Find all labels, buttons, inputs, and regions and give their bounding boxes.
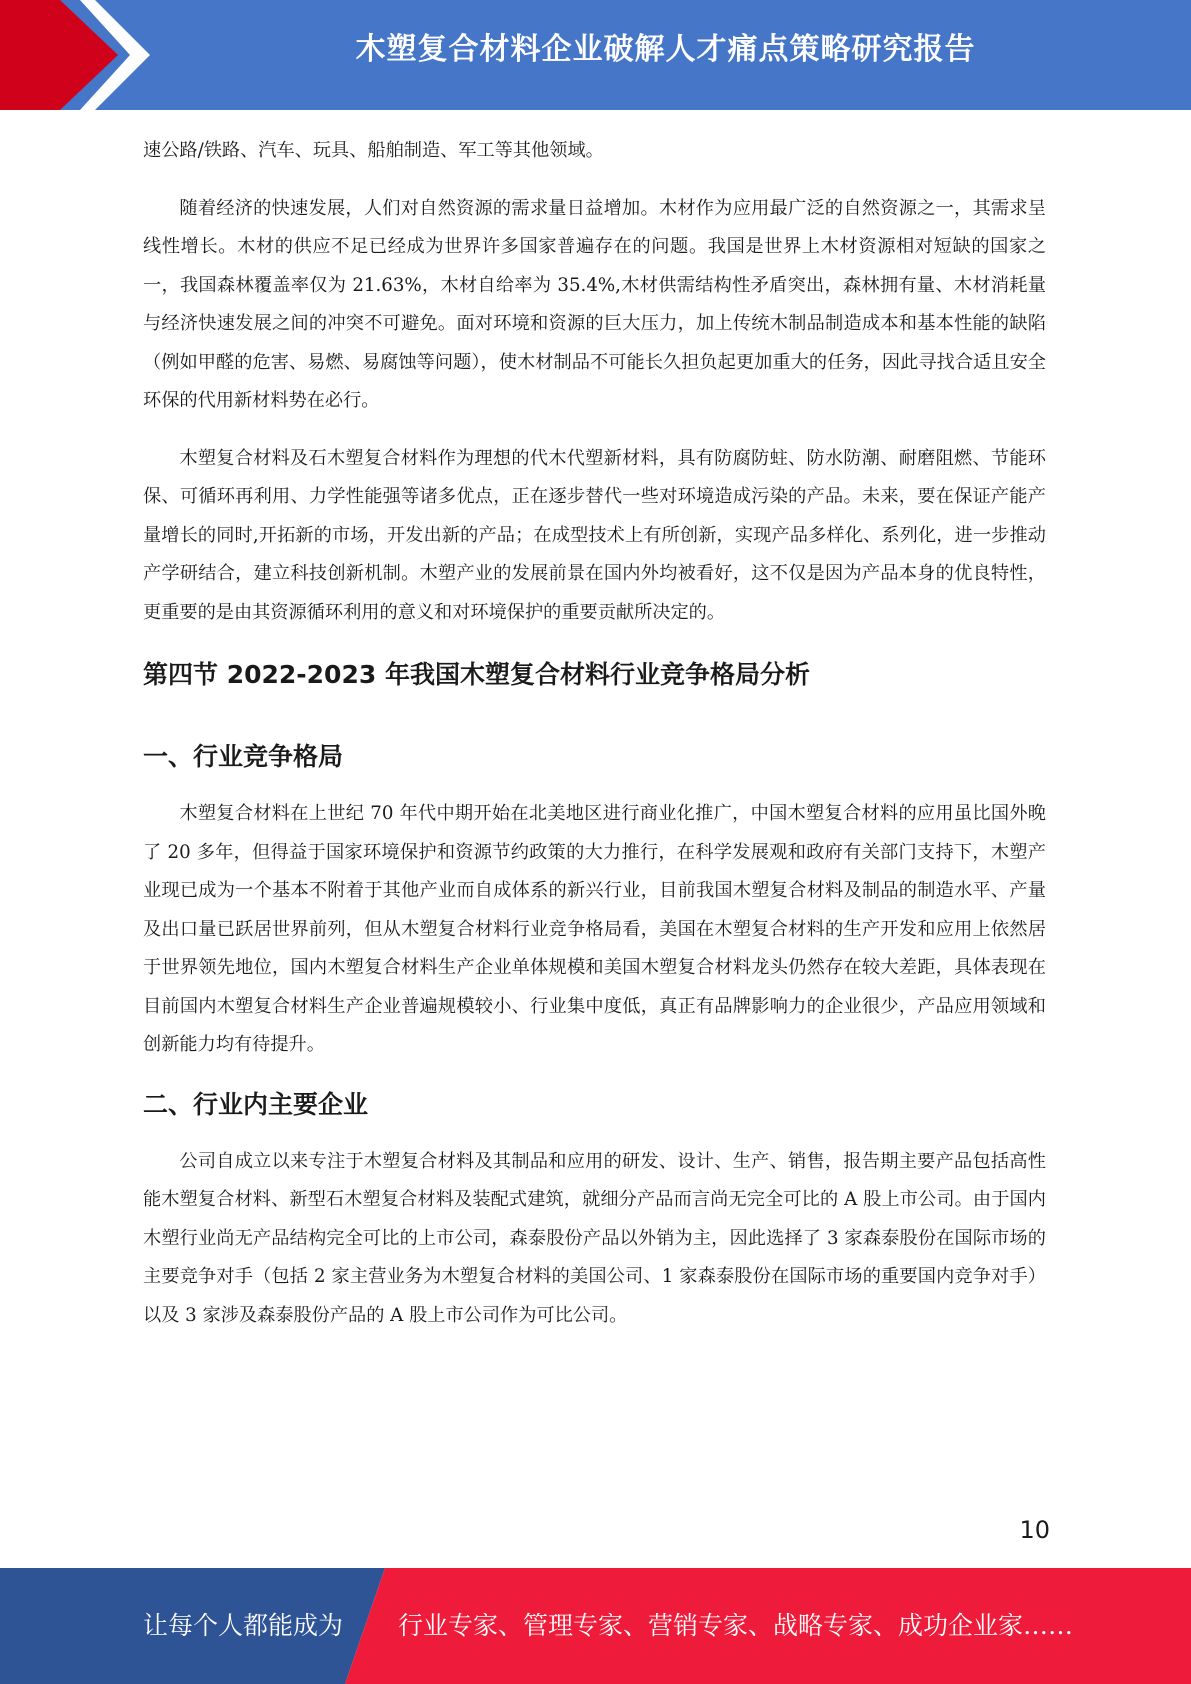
page-content xyxy=(143,132,1046,1335)
paragraph-wpc-advantages: 木塑复合材料及石木塑复合材料作为理想的代木代塑新材料，具有防腐防蛀、防水防潮、耐磨阻燃、节能环保、可循环再利用、力学性能强等诸多优点，正在逐步替代一些对环境造成污染的产品。未来，要在保证产能产量增长的同时,开拓新的市场，开发出新的产品；在成型技术上有所创新，实现产品多样化、系列化，进一步推动产学研结合，建立科技创新机制。木塑产业的发展前景在国内外均被看好，这不仅是因为产品本身的优良特性，更重要的是由其资源循环利用的意义和对环境保护的重要贡献所决定的。 xyxy=(143,447,1046,623)
subsection-title-competition: 一、行业竞争格局 xyxy=(143,742,344,771)
page-header xyxy=(0,0,1191,110)
page-number: 10 xyxy=(1019,1516,1050,1544)
paragraph-major-companies: 公司自成立以来专注于木塑复合材料及其制品和应用的研发、设计、生产、销售，报告期主要产品包括高性能木塑复合材料、新型石木塑复合材料及装配式建筑，就细分产品而言尚无完全可比的 A 股上市公司。由于国内木塑行业尚无产品结构完全可比的上市公司，森泰股份产品以外销为主，因此选择了 3 家森泰股份在国际市场的主要竞争对手（包括 2 家主营业务为木塑复合材料的美国公司、1 家森泰股份在国际市场的重要国内竞争对手）以及 3 家涉及森泰股份产品的 A 股上市公司作为可比公司。 xyxy=(143,1150,1046,1326)
page-footer xyxy=(0,1568,1191,1684)
footer-slogan-left: 让每个人都能成为 xyxy=(143,1611,344,1640)
paragraph-competition: 木塑复合材料在上世纪 70 年代中期开始在北美地区进行商业化推广，中国木塑复合材料的应用虽比国外晚了 20 多年，但得益于国家环境保护和资源节约政策的大力推行，在科学发展观和政府有关部门支持下，木塑产业现已成为一个基本不附着于其他产业而自成体系的新兴行业，目前我国木塑复合材料及制品的制造水平、产量及出口量已跃居世界前列，但从木塑复合材料行业竞争格局看，美国在木塑复合材料的生产开发和应用上依然居于世界领先地位，国内木塑复合材料生产企业单体规模和美国木塑复合材料龙头仍然存在较大差距，具体表现在目前国内木塑复合材料生产企业普遍规模较小、行业集中度低，真正有品牌影响力的企业很少，产品应用领域和创新能力均有待提升。 xyxy=(143,803,1046,1055)
header-title: 木塑复合材料企业破解人才痛点策略研究报告 xyxy=(355,32,976,67)
subsection-title-major-companies: 二、行业内主要企业 xyxy=(143,1089,369,1119)
paragraph-continuation: 速公路/铁路、汽车、玩具、船舶制造、军工等其他领域。 xyxy=(143,140,604,161)
paragraph-resource-demand: 随着经济的快速发展，人们对自然资源的需求量日益增加。木材作为应用最广泛的自然资源之一，其需求呈线性增长。木材的供应不足已经成为世界许多国家普遍存在的问题。我国是世界上木材资源相对短缺的国家之一，我国森林覆盖率仅为 21.63%，木材自给率为 35.4%,木材供需结构性矛盾突出，森林拥有量、木材消耗量与经济快速发展之间的冲突不可避免。面对环境和资源的巨大压力，加上传统木制品制造成本和基本性能的缺陷（例如甲醛的危害、易燃、易腐蚀等问题），使木材制品不可能长久担负起更加重大的任务，因此寻找合适且安全环保的代用新材料势在必行。 xyxy=(143,197,1046,411)
header-arrow-decoration xyxy=(0,0,160,110)
footer-slogan-right: 行业专家、管理专家、营销专家、战略专家、成功企业家…… xyxy=(398,1611,1074,1640)
section-title: 第四节 2022-2023 年我国木塑复合材料行业竞争格局分析 xyxy=(143,660,810,689)
